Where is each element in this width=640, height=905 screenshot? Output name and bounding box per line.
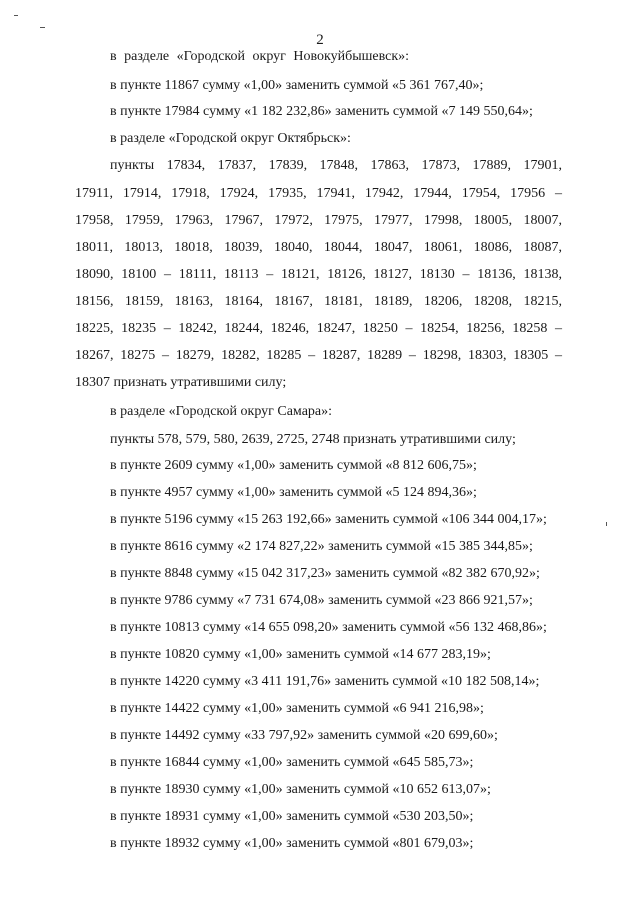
scan-mark-top-left: [14, 15, 18, 16]
text-line: 18011, 18013, 18018, 18039, 18040, 18044, 18047, 18061, 18086, 18087,: [75, 240, 562, 255]
text-line: в пункте 10820 сумму «1,00» заменить суммой «14 677 283,19»;: [110, 647, 491, 662]
scan-mark-left: [40, 27, 45, 28]
text-line: в пункте 10813 сумму «14 655 098,20» заменить суммой «56 132 468,86»;: [110, 620, 547, 635]
text-line: в пункте 5196 сумму «15 263 192,66» заменить суммой «106 344 004,17»;: [110, 512, 547, 527]
text-line: 18156, 18159, 18163, 18164, 18167, 18181, 18189, 18206, 18208, 18215,: [75, 294, 562, 309]
section-oktyabrsk-heading: в разделе «Городской округ Октябрьск»:: [110, 131, 351, 146]
text-line: в пункте 8848 сумму «15 042 317,23» заменить суммой «82 382 670,92»;: [110, 566, 540, 581]
text-line: в пункте 16844 сумму «1,00» заменить суммой «645 585,73»;: [110, 755, 474, 770]
text-line: 18090, 18100 – 18111, 18113 – 18121, 18126, 18127, 18130 – 18136, 18138,: [75, 267, 562, 282]
text-line: в пункте 14422 сумму «1,00» заменить суммой «6 941 216,98»;: [110, 701, 484, 716]
text-line: в пункте 14492 сумму «33 797,92» заменить суммой «20 699,60»;: [110, 728, 498, 743]
text-line: пункты 578, 579, 580, 2639, 2725, 2748 признать утратившими силу;: [110, 432, 516, 447]
text-line: в пункте 9786 сумму «7 731 674,08» заменить суммой «23 866 921,57»;: [110, 593, 533, 608]
section-samara-heading: в разделе «Городской округ Самара»:: [110, 404, 333, 419]
page-number: 2: [316, 32, 324, 48]
text-line: в пункте 18930 сумму «1,00» заменить суммой «10 652 613,07»;: [110, 782, 491, 797]
text-line: в пункте 14220 сумму «3 411 191,76» заменить суммой «10 182 508,14»;: [110, 674, 540, 689]
text-line: в пункте 4957 сумму «1,00» заменить суммой «5 124 894,36»;: [110, 485, 477, 500]
text-line: 18267, 18275 – 18279, 18282, 18285 – 18287, 18289 – 18298, 18303, 18305 –: [75, 348, 562, 363]
text-line: в пункте 8616 сумму «2 174 827,22» заменить суммой «15 385 344,85»;: [110, 539, 533, 554]
text-line: в пункте 18931 сумму «1,00» заменить суммой «530 203,50»;: [110, 809, 474, 824]
text-line: 17911, 17914, 17918, 17924, 17935, 17941, 17942, 17944, 17954, 17956 –: [75, 186, 562, 201]
text-line: в пункте 17984 сумму «1 182 232,86» заменить суммой «7 149 550,64»;: [110, 104, 533, 119]
text-line: 18307 признать утратившими силу;: [75, 375, 287, 390]
text-line: в пункте 2609 сумму «1,00» заменить суммой «8 812 606,75»;: [110, 458, 477, 473]
text-line: 18225, 18235 – 18242, 18244, 18246, 18247, 18250 – 18254, 18256, 18258 –: [75, 321, 562, 336]
text-line: в пункте 11867 сумму «1,00» заменить суммой «5 361 767,40»;: [110, 78, 484, 93]
text-line: пункты 17834, 17837, 17839, 17848, 17863, 17873, 17889, 17901,: [110, 158, 562, 173]
text-line: 17958, 17959, 17963, 17967, 17972, 17975, 17977, 17998, 18005, 18007,: [75, 213, 562, 228]
text-line: в пункте 18932 сумму «1,00» заменить суммой «801 679,03»;: [110, 836, 474, 851]
scan-mark-right: [606, 522, 607, 526]
section-novokuibyshevsk-heading: в разделе «Городской округ Новокуйбышевск»:: [110, 49, 410, 64]
